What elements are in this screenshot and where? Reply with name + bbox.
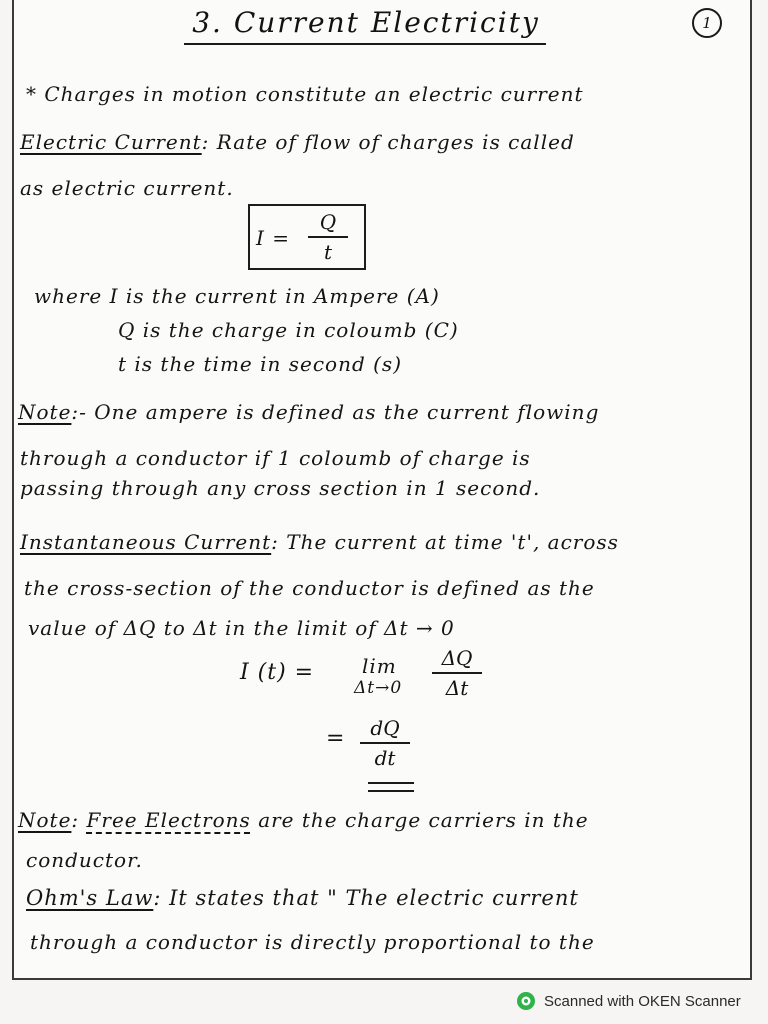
note2-line-2: conductor. bbox=[26, 848, 143, 872]
note2-label: Note bbox=[18, 808, 72, 832]
formula2-lim: lim bbox=[362, 654, 397, 678]
formula2-bar bbox=[432, 672, 482, 674]
scanner-watermark bbox=[516, 990, 741, 1012]
title-underline bbox=[184, 43, 546, 45]
ohms-law-line-1 bbox=[26, 886, 579, 910]
note1-text-1: :- One ampere is defined as the current flowing bbox=[71, 400, 600, 424]
watermark-text: Scanned with OKEN Scanner bbox=[544, 992, 741, 1010]
derivative-numerator: dQ bbox=[370, 716, 400, 740]
note1-label: Note bbox=[18, 400, 72, 424]
page-title: 3. Current Electricity bbox=[192, 6, 540, 39]
formula2-lim-subscript: Δt→0 bbox=[354, 678, 403, 698]
fraction-bar bbox=[308, 236, 348, 238]
definition-time: t is the time in second (s) bbox=[118, 352, 403, 376]
page-number: 1 bbox=[692, 8, 722, 38]
intro-line: * Charges in motion constitute an electric current bbox=[26, 82, 584, 106]
formula2-fraction bbox=[432, 646, 482, 700]
ohms-law-heading: Ohm's Law bbox=[26, 886, 154, 910]
formula2-denominator: Δt bbox=[445, 676, 469, 700]
formula2-numerator: ΔQ bbox=[441, 646, 473, 670]
formula-numerator: Q bbox=[319, 210, 337, 234]
formula2-derivative bbox=[360, 716, 410, 770]
instantaneous-line-1 bbox=[20, 530, 619, 554]
definition-charge: Q is the charge in coloumb (C) bbox=[118, 318, 459, 342]
notebook-page bbox=[12, 0, 752, 980]
formula2-equals: = bbox=[326, 726, 346, 751]
instantaneous-line-2: the cross-section of the conductor is defined as the bbox=[24, 576, 595, 600]
instantaneous-heading: Instantaneous Current bbox=[20, 530, 272, 554]
note2-line-1: Note: Free Electrons are the charge carriers in the bbox=[18, 808, 589, 832]
oken-logo-icon bbox=[516, 991, 536, 1011]
note1-line-3: passing through any cross section in 1 second. bbox=[20, 476, 541, 500]
formula-lhs: I = bbox=[256, 226, 291, 250]
electric-current-heading: Electric Current bbox=[20, 130, 202, 154]
note1-line-1 bbox=[18, 400, 599, 424]
instantaneous-line-3: value of ΔQ to Δt in the limit of Δt → 0 bbox=[28, 616, 455, 640]
ohms-law-text-1: : It states that " The electric current bbox=[153, 886, 579, 910]
electric-current-line-1 bbox=[20, 130, 575, 154]
double-underline bbox=[368, 782, 414, 792]
formula2-lhs: I (t) = bbox=[240, 660, 315, 685]
electric-current-text-1: : Rate of flow of charges is called bbox=[201, 130, 575, 154]
formula-denominator: t bbox=[323, 240, 333, 264]
formula-fraction bbox=[308, 210, 348, 264]
formula-box bbox=[248, 204, 366, 270]
derivative-bar bbox=[360, 742, 410, 744]
instantaneous-text-1: : The current at time 't', across bbox=[271, 530, 619, 554]
ohms-law-line-2: through a conductor is directly proportional to the bbox=[30, 930, 595, 954]
electric-current-line-2: as electric current. bbox=[20, 176, 234, 200]
derivative-denominator: dt bbox=[374, 746, 396, 770]
note1-line-2: through a conductor if 1 coloumb of charge is bbox=[20, 446, 531, 470]
definition-current: where I is the current in Ampere (A) bbox=[34, 284, 440, 308]
note2-text-1: are the charge carriers in the bbox=[258, 808, 589, 832]
free-electrons-term: Free Electrons bbox=[86, 808, 251, 832]
